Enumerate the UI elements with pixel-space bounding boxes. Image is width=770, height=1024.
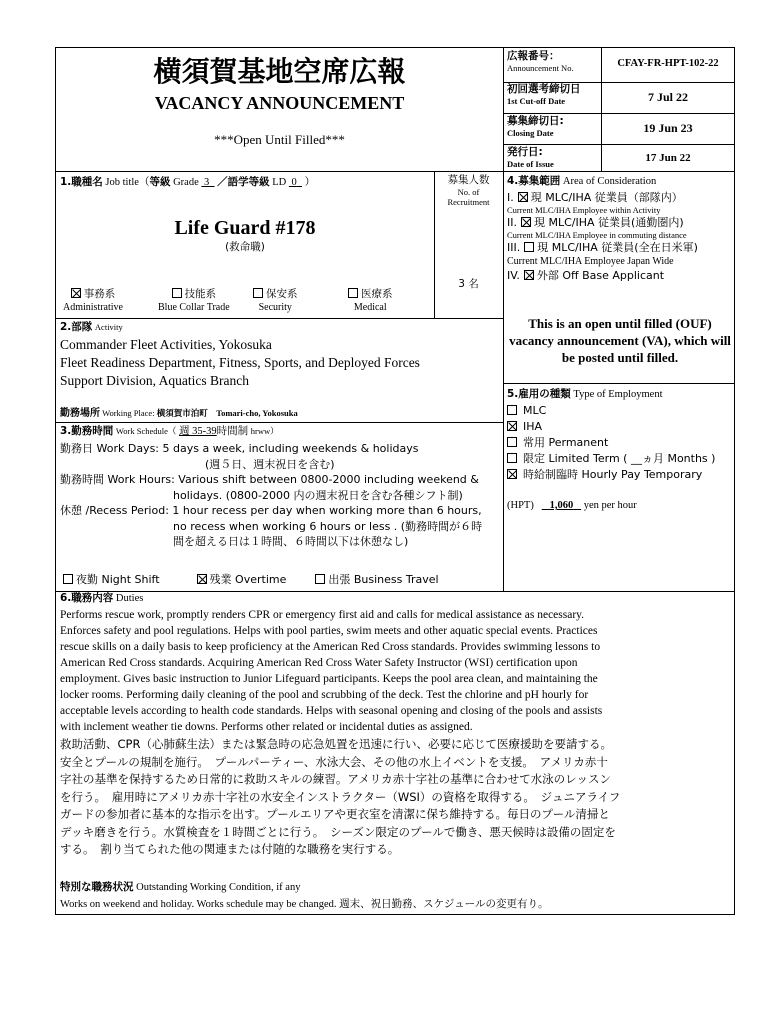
activity-line: Support Division, Aquatics Branch [60,373,249,388]
area-option-checkbox[interactable] [518,192,528,202]
duty-line-en: acceptable levels according to health code standards. Helps with seasonal opening and closing of the pools and assists [60,705,603,717]
travel-checkbox[interactable] [315,574,325,584]
job-category-en: Medical [353,302,387,313]
area-option-num: II. [507,216,517,229]
area-option-num: IV. [507,269,520,282]
issue-date-value: 17 Jun 22 [645,152,691,164]
area-option-3[interactable] [507,240,733,255]
duty-line-ja: を行う。 雇用時にアメリカ赤十字社の水安全インストラクター（WSI）の資格を取得する。 ジュニアライフ [60,789,621,804]
job-category-label [63,288,123,301]
duty-line-ja: 安全とプールの規制を施行。 プールパーティー、水泳大会、その他の水上イベントを支援。 アメリカ赤十 [60,754,608,769]
duty-line-ja: デッキ磨きを行う。水質検査を１時間ごとに行う。 シーズン限定のプールで働き、悪天候時は設備の固定を [60,824,616,839]
job-title-label: 1.職種名 Job title（等級 Grade 3 ／語学等級 LD 0 ） [60,176,316,188]
employment-option-3[interactable] [507,451,733,467]
employment-checkbox[interactable] [507,469,517,479]
announcement-form [55,47,735,915]
area-option-1[interactable] [507,190,733,205]
area-option-main: 現 MLC/IHA 従業員(全在日米軍) [537,241,698,254]
employment-option-0[interactable] [507,403,733,419]
duty-line-ja: する。 割り当てられた他の関連または付随的な職務を実行する。 [60,842,400,856]
job-category-3[interactable] [348,288,393,314]
job-category-checkbox[interactable] [172,288,182,298]
area-option-sub: Current MLC/IHA Employee Japan Wide [507,256,674,267]
closing-date-label: 募集締切日: Closing Date [507,115,564,138]
duty-line-en: employment. Gives basic instruction to Junior Lifeguard participants. Keeps the pool area clean, and maintaining the [60,673,598,685]
title-en: VACANCY ANNOUNCEMENT [154,93,405,113]
job-title: Life Guard #178 [174,217,316,239]
area-option-4[interactable] [507,268,733,283]
job-category-1[interactable] [158,288,230,314]
schedule-label: 3.勤務時間 Work Schedule（ 週 35-39時間制 hrww） [60,425,279,437]
job-category-label [158,288,230,301]
job-category-checkbox[interactable] [348,288,358,298]
shift-options [63,573,503,587]
recruitment-label: 募集人数 No. of Recruitment [447,174,490,207]
employment-options [507,403,733,483]
closing-date-value: 19 Jun 23 [643,121,693,135]
job-category-en: Blue Collar Trade [158,302,230,313]
job-category-2[interactable] [253,288,298,314]
announcement-no-value: CFAY-FR-HPT-102-22 [617,58,719,69]
activity-label: 2.部隊 Activity [60,321,123,333]
job-category-en: Security [258,302,292,313]
title-ja: 横須賀基地空席広報 [153,55,406,88]
duties-label: 6.職務内容 Duties [60,592,144,604]
area-option-main: 現 MLC/IHA 従業員(通勤圏内) [534,216,684,229]
special-condition-label: 特別な職務状況 Outstanding Working Condition, if any [60,881,301,893]
employment-checkbox[interactable] [507,437,517,447]
night-checkbox[interactable] [63,574,73,584]
issue-date-label: 発行日: Date of Issue [507,146,554,169]
area-option-num: III. [507,241,521,254]
job-category-checkbox[interactable] [71,288,81,298]
job-category-ja: 医療系 [361,288,393,300]
area-option-checkbox[interactable] [524,242,534,252]
duties-english [60,607,734,735]
employment-option-4[interactable] [507,467,733,483]
area-option-checkbox[interactable] [524,270,534,280]
duty-line-en: with inclement weather tie downs. Performs other related or incidental duties as assigned. [60,721,473,733]
job-category-ja: 保安系 [266,288,298,300]
job-title-ja: (救命職) [225,241,265,253]
cutoff-value: 7 Jul 22 [647,90,688,104]
business-travel-option[interactable]: 出張 Business Travel [315,573,438,586]
grade-value: 3 [204,177,210,188]
activity-line: Commander Fleet Activities, Yokosuka [60,337,272,352]
area-option-main: 現 MLC/IHA 従業員（部隊内） [530,191,683,204]
employment-checkbox[interactable] [507,405,517,415]
employment-option-1[interactable] [507,419,733,435]
employment-option-label: IHA [523,420,543,433]
job-category-en: Administrative [63,302,123,313]
employment-checkbox[interactable] [507,421,517,431]
ouf-note: This is an open until filled (OUF) vacancy announcement (VA), which will be posted until filled. [509,316,731,365]
area-option-checkbox[interactable] [521,217,531,227]
job-category-label [253,288,298,301]
schedule-details: 勤務日 Work Days: 5 days a week, including weekends & holidays (週５日、週末祝日を含む) 勤務時間 Work Hours: Various shift between 0800-2000 including weekend & holidays. (0800-2000 内の週末祝日を含む各種シフト制) 休憩 /Recess Period: 1 hour recess per day when working more than 6 hours, no recess when working 6 hours or less . (勤務時間が６時 間を超える日は１時間、６時間以下は休憩なし) [60,442,483,548]
recruitment-count: 3 名 [458,278,479,290]
employment-option-label: 限定 Limited Term ( __ヵ月 Months ) [523,452,716,465]
job-category-0[interactable] [63,288,123,314]
duty-line-en: rescue skills on a daily basis to keep proficiency at the American Red Cross standards. Provides swimming lessons to [60,641,601,653]
special-condition-text: Works on weekend and holiday. Works schedule may be changed. 週末、祝日勤務、スケジュールの変更有り。 [60,899,549,910]
night-shift-option[interactable]: 夜勤 Night Shift [63,573,160,586]
working-place: 勤務場所 Working Place: 横須賀市泊町 Tomari-cho, Yokosuka [60,408,298,419]
duty-line-ja: 字社の基準を保持するため日常的に救助スキルの練習。アメリカ赤十字社の基準に合わせて水泳のレッスン [60,772,611,786]
employment-option-label: 常用 Permanent [523,436,609,449]
area-option-num: I. [507,191,514,204]
job-category-label [348,288,393,301]
area-option-sub: Current MLC/IHA Employee in commuting distance [507,230,687,240]
hpt-rate: (HPT) 1,060 yen per hour [507,500,637,511]
open-until-filled: ***Open Until Filled*** [214,132,345,147]
area-options [507,190,733,283]
employment-option-2[interactable] [507,435,733,451]
job-category-ja: 事務系 [83,288,116,300]
duties-japanese [60,736,734,859]
ld-value: 0 [291,177,297,188]
overtime-option[interactable]: 残業 Overtime [197,573,287,586]
job-category-ja: 技能系 [184,288,217,300]
employment-checkbox[interactable] [507,453,517,463]
duty-line-en: Enforces safety and pool regulations. Helps with pool parties, swim meets and other aquatic special events. Practices [60,625,598,637]
activity-line: Fleet Readiness Department, Fitness, Sports, and Deployed Forces [60,355,420,370]
area-option-2[interactable] [507,215,733,230]
job-category-checkbox[interactable] [253,288,263,298]
duty-line-en: American Red Cross standards. Acquiring American Red Cross Water Safety Instructor (WSI) certification upon [60,657,578,669]
duty-line-ja: ガードの参加者に基本的な指示を出す。プールエリアや更衣室を清潔に保ち維持する。毎日のプール清掃と [60,807,610,821]
employment-label: 5.雇用の種類 Type of Employment [507,388,663,400]
employment-option-label: 時給制臨時 Hourly Pay Temporary [523,468,703,481]
duty-line-ja: 救助活動、CPR（心肺蘇生法）または緊急時の応急処置を迅速に行い、必要に応じて医療援助を要請する。 [60,737,612,751]
area-option-sub: Current MLC/IHA Employee within Activity [507,205,661,215]
announcement-no-label: 広報番号： Announcement No. [507,50,574,73]
duty-line-en: Performs rescue work, promptly renders CPR or emergency first aid and calls for medical assistance as necessary. [60,609,585,621]
activity-lines [60,336,500,390]
cutoff-label: 初回選考締切日 1st Cut-off Date [507,83,581,106]
area-label: 4.募集範囲 Area of Consideration [507,175,657,187]
area-option-main: 外部 Off Base Applicant [536,269,665,282]
employment-option-label: MLC [523,404,547,417]
duty-line-en: locker rooms. Performing daily cleaning of the pool and scrubbing of the deck. Test the chlorine and pH hourly for [60,689,589,701]
ot-checkbox[interactable] [197,574,207,584]
